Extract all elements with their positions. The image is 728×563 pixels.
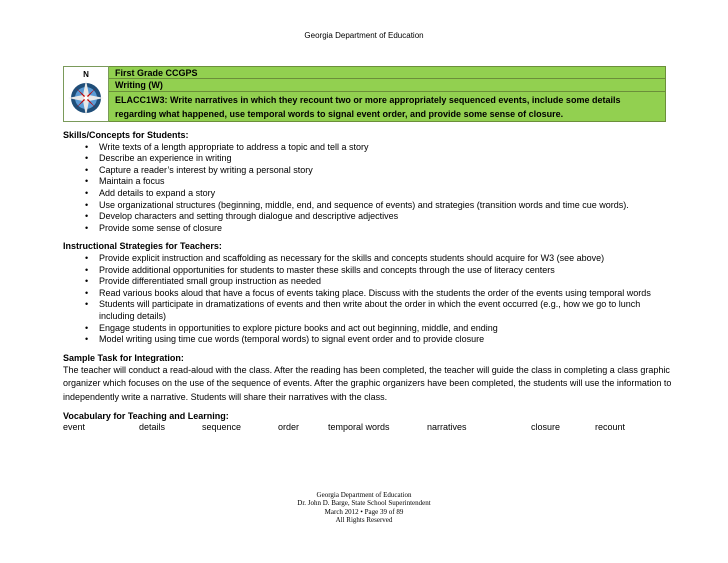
standard-line-1: ELACC1W3: Write narratives in which they recount two or more appropriately sequenced events, include some details [115, 95, 621, 105]
vocab-word: details [139, 422, 166, 433]
list-item: • Capture a reader’s interest by writing a personal story [63, 165, 673, 177]
list-item: • Provide differentiated small group instruction as needed [63, 276, 673, 288]
list-item: • Provide additional opportunities for students to master these skills and concepts through the use of literacy centers [63, 265, 673, 277]
task-text: The teacher will conduct a read-aloud with the class. After the reading has been completed, the teacher will guide the class in completing a class graphic organizer which focuses on the use of the sequence of events. After the graphic organizers have been completed, the students will use the information to independently write a narrative. Students will share their narratives with the class. [63, 365, 672, 402]
page-header: Georgia Department of Education [304, 31, 424, 40]
vocab-word: closure [531, 422, 561, 433]
list-item: • Write texts of a length appropriate to address a topic and tell a story [63, 142, 673, 154]
svg-text:N: N [83, 70, 89, 79]
footer-line: Dr. John D. Barge, State School Superintendent [297, 499, 431, 508]
vocab-word: temporal words [328, 422, 390, 433]
vocab-word: order [278, 422, 300, 433]
vocabulary-row [63, 422, 673, 434]
list-item: • Maintain a focus [63, 176, 673, 188]
strategies-title: Instructional Strategies for Teachers: [63, 241, 222, 252]
list-item: • Model writing using time cue words (temporal words) to signal event order and to provide closure [63, 334, 673, 346]
vocabulary-title: Vocabulary for Teaching and Learning: [63, 410, 229, 421]
list-item: • Students will participate in dramatizations of events and then write about the order in which the event occurred (e.g., how we go to lunch including details) [63, 299, 673, 322]
list-item: • Provide explicit instruction and scaffolding as necessary for the skills and concepts students should acquire for W3 (see above) [63, 253, 673, 265]
list-item: • Read various books aloud that have a focus of events taking place. Discuss with the students the order of the events using temporal words [63, 288, 673, 300]
skills-list [63, 142, 673, 235]
list-item: • Add details to expand a story [63, 188, 673, 200]
skills-title: Skills/Concepts for Students: [63, 130, 189, 140]
standard-line-2: regarding what happened, use temporal words to signal event order, and provide some sense of closure. [115, 109, 564, 119]
list-item: • Develop characters and setting through dialogue and descriptive adjectives [63, 211, 673, 223]
compass-icon [63, 66, 109, 122]
document-body [63, 130, 673, 434]
strand-label: Writing (W) [109, 79, 666, 92]
vocab-word: event [63, 422, 86, 433]
list-item: • Use organizational structures (beginning, middle, end, and sequence of events) and strategies (transition words and time cue words). [63, 200, 673, 212]
list-item: • Provide some sense of closure [63, 223, 673, 235]
footer-line: All Rights Reserved [335, 516, 393, 525]
page-footer [0, 491, 728, 525]
vocab-word: sequence [202, 422, 242, 433]
vocab-word: recount [595, 422, 626, 433]
grade-label: First Grade CCGPS [109, 66, 666, 79]
list-item: • Describe an experience in writing [63, 153, 673, 165]
footer-line: March 2012 • Page 39 of 89 [324, 507, 404, 516]
standard-banner [63, 66, 666, 122]
task-title: Sample Task for Integration: [63, 352, 184, 363]
list-item: • Engage students in opportunities to explore picture books and act out beginning, middle, and ending [63, 323, 673, 335]
standard-text [109, 92, 666, 122]
footer-line: Georgia Department of Education [316, 491, 412, 499]
vocab-word: narratives [427, 422, 467, 433]
strategies-list [63, 253, 673, 346]
